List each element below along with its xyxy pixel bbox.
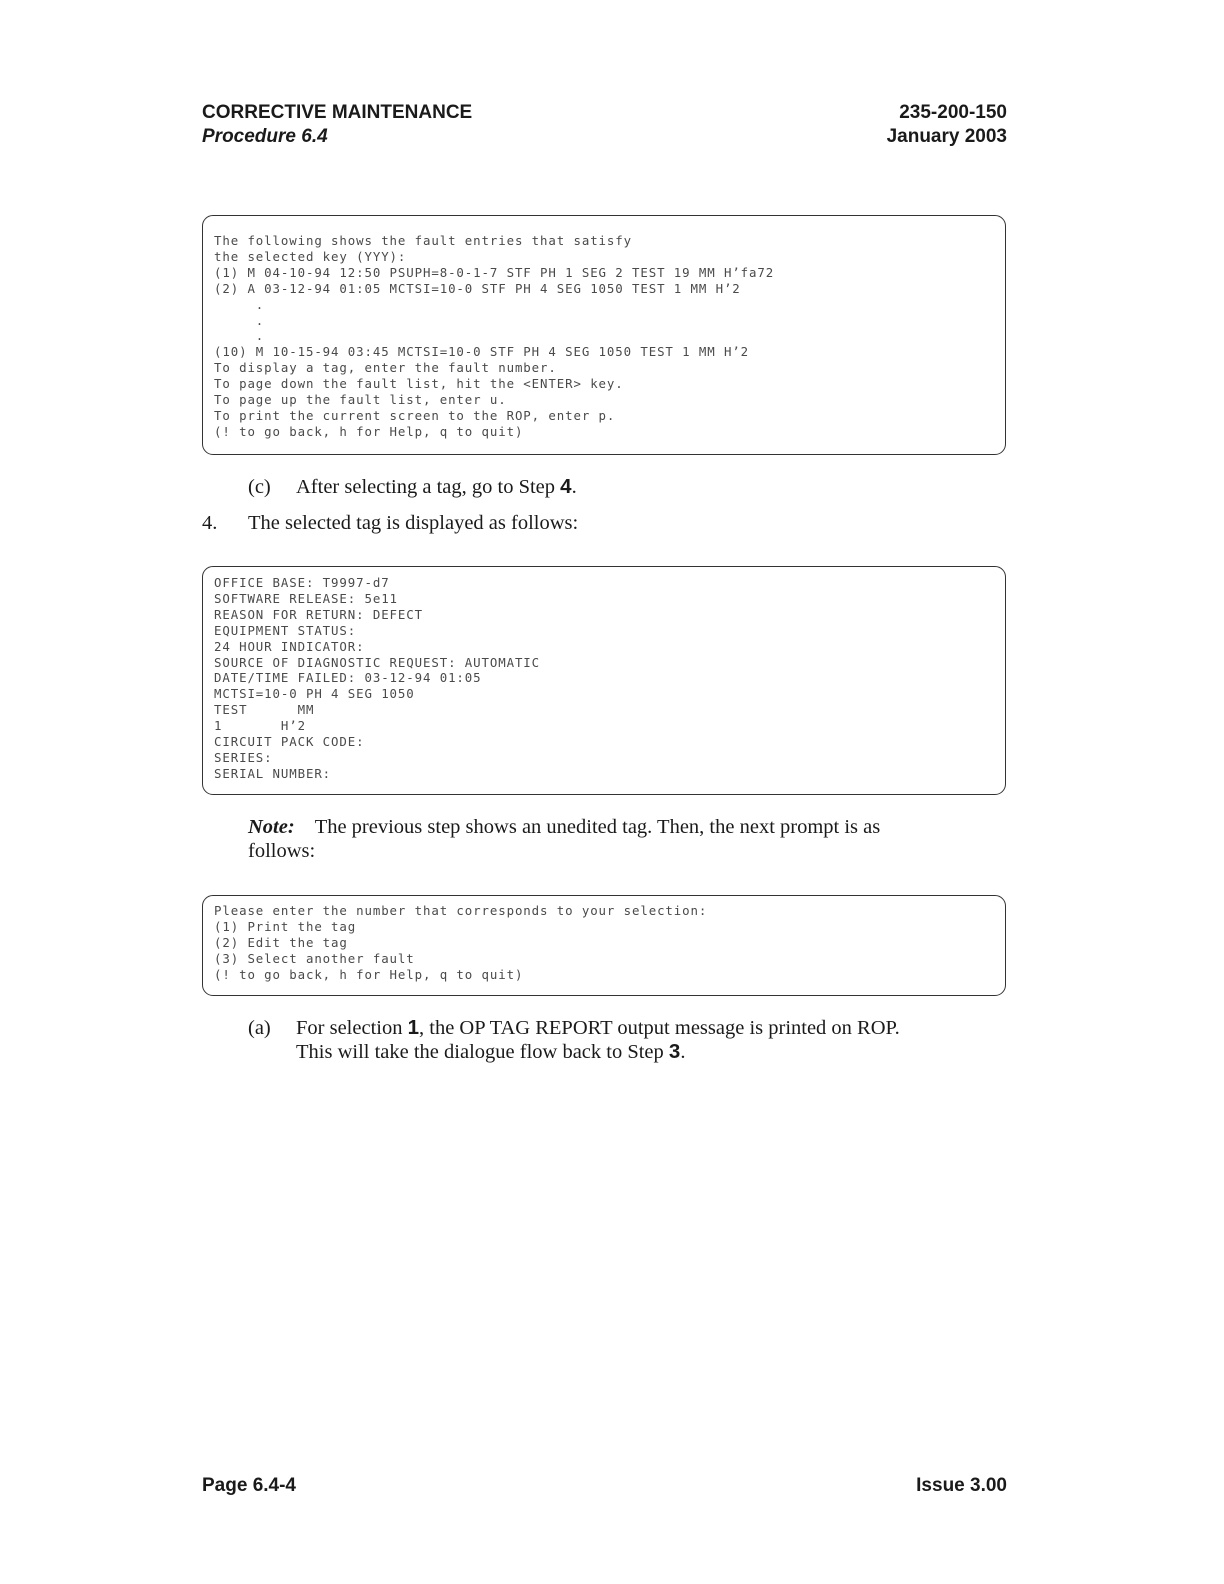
step-c-label: (c) (248, 476, 271, 498)
footer-issue: Issue 3.00 (916, 1475, 1007, 1496)
note-label: Note: (248, 816, 295, 838)
section-title: CORRECTIVE MAINTENANCE (202, 102, 473, 123)
selection-prompt-screen-text: Please enter the number that corresponds to your selection: (1) Print the tag (2) Edit the tag (3) Select another fault (! to go back, h for Help, q to quit) (214, 903, 708, 982)
step-c-text-before: After selecting a tag, go to Step (296, 476, 561, 498)
step-a-line1-before: For selection (296, 1017, 408, 1039)
step-a-line2 (296, 1040, 685, 1064)
step-4-label: 4. (202, 512, 218, 534)
step-a-label: (a) (248, 1017, 271, 1039)
header-right (887, 101, 1007, 149)
fault-list-screen-text: The following shows the fault entries that satisfy the selected key (YYY): (1) M 04-10-94 12:50 PSUPH=8-0-1-7 STF PH 1 SEG 2 TEST 19 MM H’fa72 (2) A 03-12-94 01:05 MCTSI=10-0 STF PH 4 SEG 1050 TEST 1 MM H’2 . . . (10) M 10-15-94 03:45 MCTSI=10-0 STF PH 4 SEG 1050 TEST 1 MM H’2 To display a tag, enter the fault number. To page down the fault list, hit the <ENTER> key. To page up the fault list, enter u. To print the current screen to the ROP, enter p. (! to go back, h for Help, q to quit) (214, 233, 775, 439)
note-text-line2: follows: (248, 840, 316, 862)
tag-display-screen-text: OFFICE BASE: T9997-d7 SOFTWARE RELEASE: 5e11 REASON FOR RETURN: DEFECT EQUIPMENT STATUS: 24 HOUR INDICATOR: SOURCE OF DIAGNOSTIC REQUEST: AUTOMATIC DATE/TIME FAILED: 03-12-94 01:05 MCTSI=10-0 PH 4 SEG 1050 TEST MM 1 H’2 CIRCUIT PACK CODE: SERIES: SERIAL NUMBER: (214, 575, 541, 781)
step-a-line1-ref: 1 (407, 1016, 419, 1039)
document-date: January 2003 (886, 126, 1007, 147)
step-a-line1 (296, 1016, 900, 1040)
note (248, 815, 1008, 863)
note-text-line1: The previous step shows an unedited tag. Then, the next prompt is as (314, 816, 881, 838)
step-a-line2-before: This will take the dialogue flow back to Step (296, 1041, 669, 1063)
step-a-line2-ref: 3 (668, 1040, 681, 1063)
header-left (202, 101, 472, 149)
step-c-text-after: . (571, 476, 577, 498)
step-c-text (296, 475, 577, 499)
fault-list-screen (202, 215, 1006, 455)
step-a-line2-after: . (680, 1041, 686, 1063)
procedure-number: Procedure 6.4 (202, 126, 328, 147)
selection-prompt-screen (202, 895, 1006, 996)
step-c-step-ref: 4 (560, 475, 572, 498)
step-a (0, 1016, 1224, 1066)
footer-page-number: Page 6.4-4 (202, 1475, 296, 1496)
step-4-text: The selected tag is displayed as follows: (248, 512, 579, 534)
step-c (0, 475, 1224, 499)
step-a-line1-after: , the OP TAG REPORT output message is printed on ROP. (419, 1017, 900, 1039)
tag-display-screen (202, 566, 1006, 795)
document-number: 235-200-150 (899, 102, 1007, 123)
step-4 (0, 511, 1224, 535)
